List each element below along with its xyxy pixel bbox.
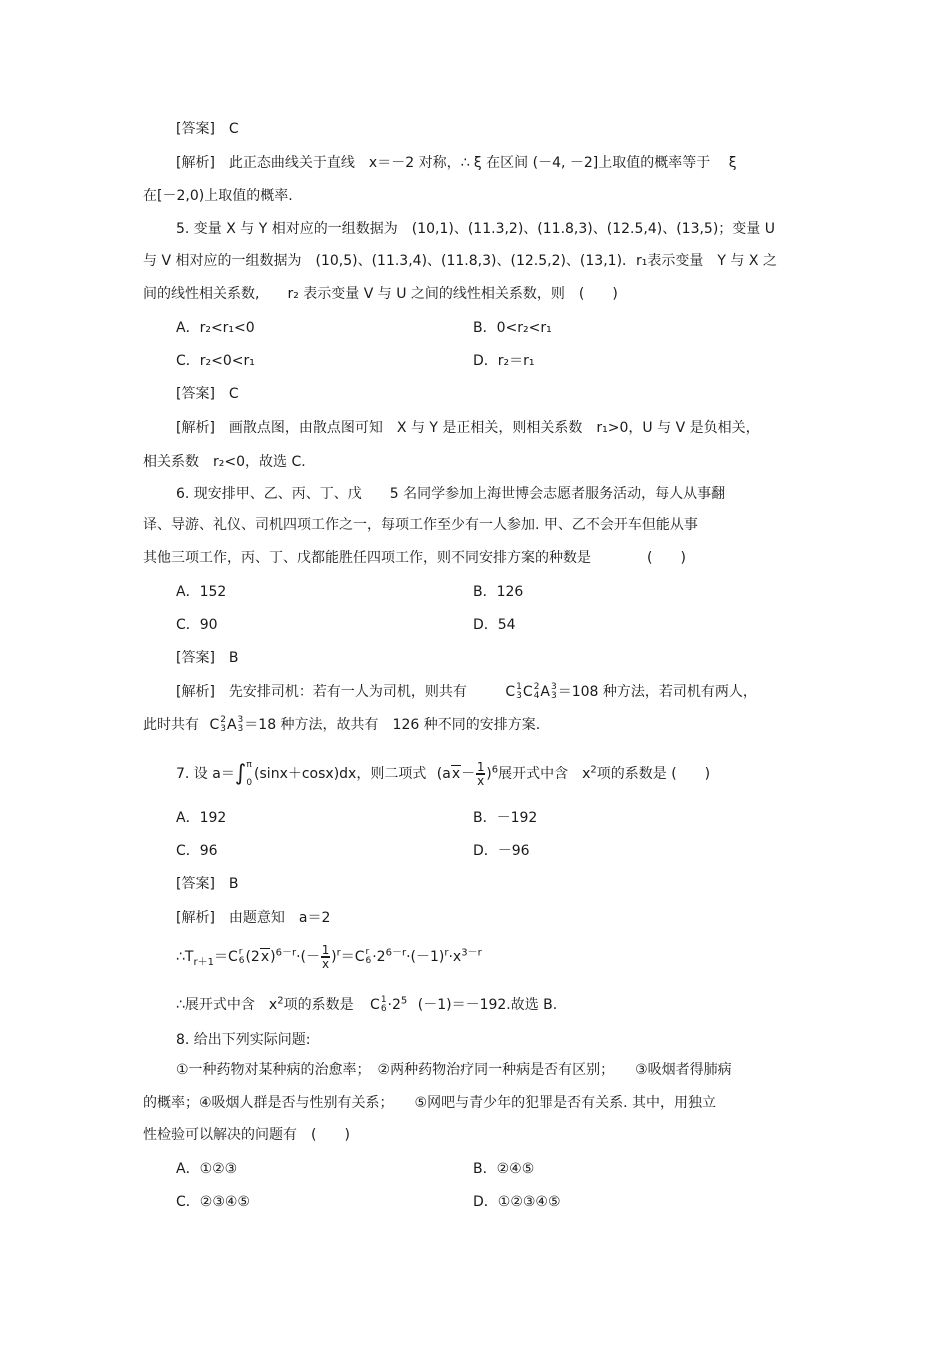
q5-answer: [答案] C	[176, 386, 239, 402]
q4-explanation-line-2: 在[－2,0)上取值的概率.	[143, 188, 293, 204]
q7-stem-text-a: 7. 设 a＝	[176, 766, 235, 782]
q6-answer: [答案] B	[176, 650, 239, 666]
q5-stem-line-2: 与 V 相对应的一组数据为 (10,5)、(11.3,4)、(11.8,3)、(12.5,2)、(13,1)．r₁表示变量 Y 与 X 之	[143, 253, 777, 269]
q7-stem: 7. 设 a＝∫ π 0 (sinx＋cosx)dx，则二项式 (ax－ $\frac{1}{x}$ )$^6$展开式中含 $x^2$项的系数是 ( )	[176, 756, 710, 792]
q6-stem-line-1: 6. 现安排甲、乙、丙、丁、戊 5 名同学参加上海世博会志愿者服务活动，每人从事翻	[176, 486, 726, 502]
q8-stem-line-1: 8. 给出下列实际问题:	[176, 1032, 311, 1048]
q7-explanation-text-b: 项的系数是	[283, 997, 354, 1013]
q5-stem-line-1: 5. 变量 X 与 Y 相对应的一组数据为 (10,1)、(11.3,2)、(11.8,3)、(12.5,4)、(13,5)；变量 U	[176, 221, 775, 237]
q7-explanation-line-3: ∴展开式中含 $x^2$项的系数是 C 1 6 $\cdot 2^5$ (－1)＝－192.故选 B.	[176, 995, 558, 1014]
q8-stem-line-4: 性检验可以解决的问题有 ( )	[143, 1127, 350, 1143]
q6-option-a: A．152	[176, 584, 227, 600]
q7-stem-text-b: 展开式中含 x	[498, 766, 591, 782]
q4-explanation-line-1: [解析] 此正态曲线关于直线 x＝－2 对称，∴ ξ 在区间 (－4, －2]上取值的概率等于 ξ	[176, 155, 737, 171]
q5-option-b: B．0<r₂<r₁	[473, 320, 552, 336]
q7-explanation-text-a: ∴展开式中含 x	[176, 997, 278, 1013]
q6-option-d: D．54	[473, 617, 516, 633]
q8-stem-line-2: ①一种药物对某种病的治愈率； ②两种药物治疗同一种病是否有区别； ③吸烟者得肺病	[176, 1062, 732, 1078]
q6-explanation-text-b: ＝108 种方法，若司机有两人，	[557, 684, 757, 700]
q7-option-b: B．－192	[473, 810, 538, 826]
q5-option-a: A．r₂<r₁<0	[176, 320, 255, 336]
q5-option-c: C．r₂<0<r₁	[176, 353, 255, 369]
integral-limits: π 0	[246, 760, 253, 788]
q5-stem-line-3: 间的线性相关系数, r₂ 表示变量 V 与 U 之间的线性相关系数，则 ( )	[143, 286, 618, 302]
q6-stem-line-3: 其他三项工作，丙、丁、戊都能胜任四项工作，则不同安排方案的种数是 ( )	[143, 550, 686, 566]
integral-sign-icon: ∫	[234, 761, 247, 786]
q6-explanation-text-d: ＝18 种方法，故共有 126 种不同的安排方案.	[244, 717, 541, 733]
q7-explanation-line-1: [解析] 由题意知 a＝2	[176, 910, 331, 926]
q6-option-b: B．126	[473, 584, 524, 600]
q7-option-a: A．192	[176, 810, 227, 826]
binomial-expression: (ax－ $\frac{1}{x}$ )$^6$	[436, 759, 499, 788]
q5-explanation-line-1: [解析] 画散点图，由散点图可知 X 与 Y 是正相关，则相关系数 r₁>0，U 与 V 是负相关，	[176, 420, 760, 436]
q6-explanation-text-a: [解析] 先安排司机：若有一人为司机，则共有	[176, 684, 467, 700]
q6-explanation-line-2	[143, 715, 540, 735]
q7-general-term-formula: $\therefore T_{r+1}=C$ r 6 $(2x)^{6-r}\cdot(-$ $\frac{1}{x}$ )$^r$＝C r 6 $\cdot 2^{6-r}\cdot(-1)^r\cdot x^{3-r}$	[176, 942, 482, 971]
q8-option-b: B．②④⑤	[473, 1161, 535, 1177]
q7-option-d: D．－96	[473, 843, 530, 859]
q6-stem-line-2: 译、导游、礼仪、司机四项工作之一，每项工作至少有一人参加. 甲、乙不会开车但能从事	[143, 517, 698, 533]
combination-formula-c32-a33: C 2 3 A 3 3	[209, 715, 244, 734]
q7-explanation-text-c: (－1)＝－192.故选 B.	[417, 997, 558, 1013]
q7-option-c: C．96	[176, 843, 218, 859]
q7-stem-integrand: (sinx＋cosx)dx，则二项式	[254, 766, 427, 782]
q8-option-d: D．①②③④⑤	[473, 1194, 561, 1210]
q5-explanation-line-2: 相关系数 r₂<0，故选 C.	[143, 454, 306, 470]
q8-option-c: C．②③④⑤	[176, 1194, 250, 1210]
q4-answer: [答案] C	[176, 121, 239, 137]
q7-stem-text-c: 项的系数是 ( )	[596, 766, 711, 782]
q6-explanation-text-c: 此时共有	[143, 717, 199, 733]
q7-answer: [答案] B	[176, 876, 239, 892]
coefficient-formula: C 1 6 $\cdot 2^5$	[370, 995, 408, 1014]
combination-formula-c31-c42-a33: C 1 3 C 2 4 A 3 3	[505, 682, 557, 701]
q6-option-c: C．90	[176, 617, 218, 633]
q8-stem-line-3: 的概率；④吸烟人群是否与性别有关系； ⑤网吧与青少年的犯罪是否有关系. 其中，用独立	[143, 1095, 716, 1111]
q5-option-d: D．r₂＝r₁	[473, 353, 535, 369]
q8-option-a: A．①②③	[176, 1161, 238, 1177]
q6-explanation-line-1	[176, 682, 757, 702]
